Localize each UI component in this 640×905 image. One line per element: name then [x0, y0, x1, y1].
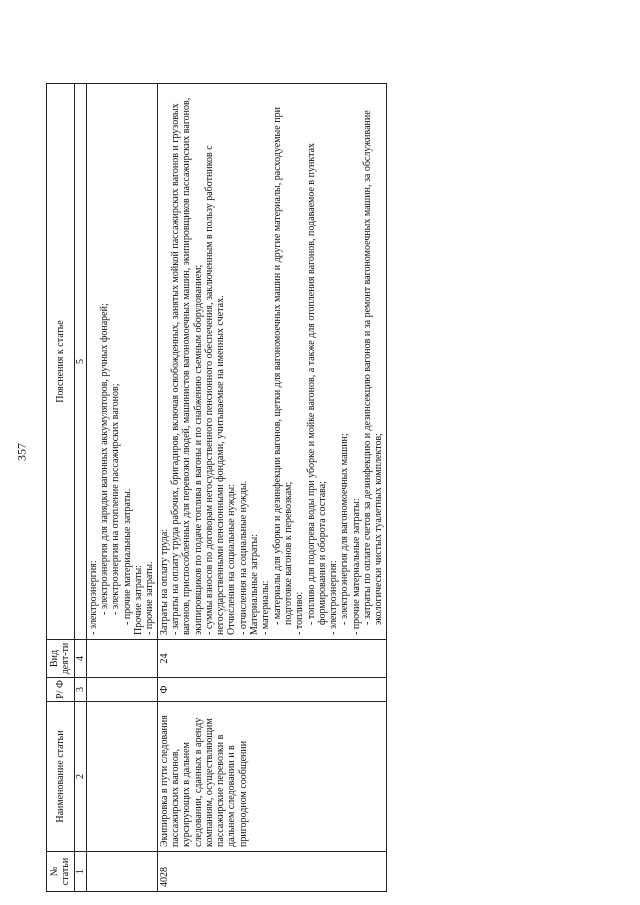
- table-row: [86, 84, 157, 892]
- col-index-5: 5: [74, 84, 86, 640]
- explanation-line: - электроэнергия:: [87, 560, 99, 635]
- explanation-line: - электроэнергия для зарядки вагонных аккумуляторов, ручных фонарей;: [99, 303, 111, 615]
- header-row: [47, 84, 75, 892]
- explanation-line: - затраты по оплате счетов за дезинфекцию и дезинсекцию вагонов и за ремонт вагономоечных машин, за обслуживание экологически чистых туалетных комплектов;: [362, 110, 385, 625]
- rotated-page: [46, 84, 594, 892]
- explanation-line: - прочие материальные затраты.: [121, 488, 133, 625]
- header-article-number: № статьи: [47, 852, 75, 892]
- article-name-cell: [86, 702, 157, 852]
- rf-cell: Ф: [157, 678, 386, 702]
- article-name-cell: Экипировка в пути следования пассажирских вагонов, курсирующих в дальнем следовании, сданных в аренду компаниям, осуществляющим пассажирские перевозки в дальнем следовании и в пригородном сообщении: [157, 702, 386, 852]
- explanation-cell: [86, 84, 157, 640]
- explanation-line: - электроэнергия на отопление пассажирских вагонов;: [110, 383, 122, 615]
- col-index-1: 1: [74, 852, 86, 892]
- explanation-line: - топливо для подогрева воды при уборке и мойке вагонов, а также для отопления вагонов, подаваемое в пунктах формирования и оборота состава;: [305, 142, 328, 625]
- explanation-line: - материалы для уборки и дезинфекции вагонов, щетки для вагономоечных машин и другие материалы, расходуемые при подготовке вагонов к перевозкам;: [271, 107, 294, 625]
- header-explanations: Пояснения к статье: [47, 84, 75, 640]
- expense-table: [46, 83, 387, 892]
- explanation-line: Материальные затраты:: [249, 534, 261, 635]
- article-number-cell: 4028: [157, 852, 386, 892]
- explanation-line: Прочие затраты:: [133, 565, 145, 635]
- header-article-name: Наименование статьи: [47, 702, 75, 852]
- col-index-3: 3: [74, 678, 86, 702]
- col-index-2: 2: [74, 702, 86, 852]
- explanation-line: Затраты на оплату труда:: [158, 528, 170, 635]
- rf-cell: [86, 678, 157, 702]
- explanation-line: - топливо:: [294, 591, 306, 635]
- header-activity: Вид деят-ти: [47, 640, 75, 678]
- header-rf: Р/ Ф: [47, 678, 75, 702]
- activity-cell: 24: [157, 640, 386, 678]
- explanation-line: Отчисления на социальные нужды:: [226, 484, 238, 635]
- explanation-line: - отчисления на социальные нужды.: [237, 480, 249, 635]
- article-number-cell: [86, 852, 157, 892]
- explanation-line: - прочие затраты.: [144, 561, 156, 635]
- explanation-line: - электроэнергия:: [328, 560, 340, 635]
- column-index-row: [74, 84, 86, 892]
- table-row: [157, 84, 386, 892]
- explanation-line: - суммы взносов по договорам негосударственного пенсионного обеспечения, заключенным в пользу работников с негосударственными пенсионными фондами, учитываемые на именных счетах.: [203, 145, 227, 635]
- activity-cell: [86, 640, 157, 678]
- explanation-line: - затраты на оплату труда рабочих, бригадиров, включая освобожденных, занятых мойкой пассажирских вагонов и грузовых вагонов, приспособленных для перевозки людей, машинистов вагономоечных машин, экипировщиков пассажирских вагонов, экипировщиков по подаче топлива в вагоны и по снабжению съемным оборудованием;: [169, 97, 204, 635]
- explanation-line: - электроэнергия для вагономоечных машин;: [339, 433, 351, 625]
- explanation-cell: [157, 84, 386, 640]
- explanation-line: - материалы:: [260, 580, 272, 635]
- page-number: 357: [14, 443, 29, 461]
- col-index-4: 4: [74, 640, 86, 678]
- explanation-line: - прочие материальные затраты:: [350, 498, 362, 635]
